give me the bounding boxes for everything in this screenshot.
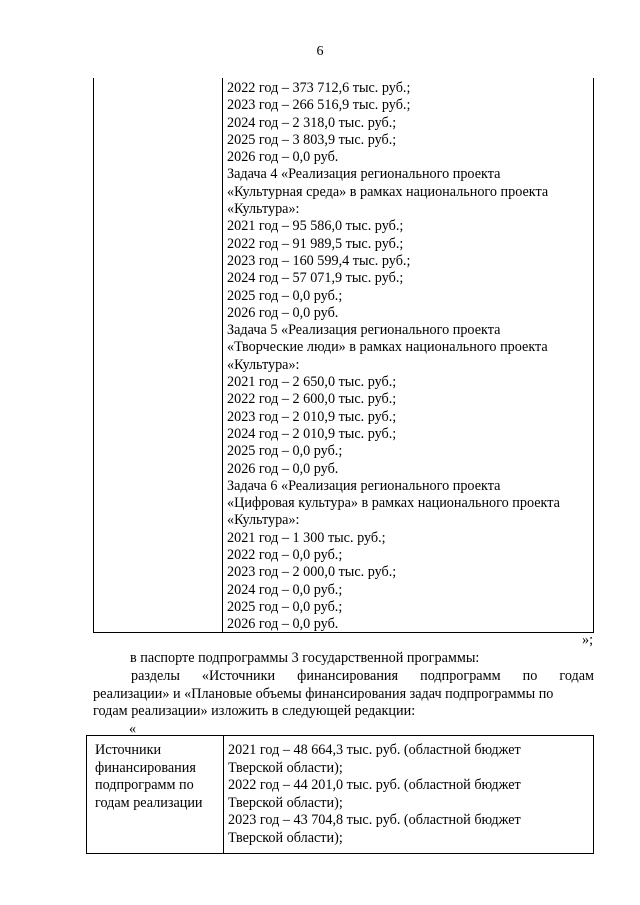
text-line: «Культурная среда» в рамках национального проекта [227, 183, 549, 200]
text-line: 2024 год – 2 318,0 тыс. руб.; [227, 114, 397, 131]
financing-table-continued [93, 78, 594, 633]
subprogram-financing-table [86, 735, 594, 854]
text-line: Задача 5 «Реализация регионального проекта [227, 322, 501, 339]
financing-sources-label-cell [95, 742, 221, 812]
paragraph-line-1: разделы «Источники финансирования подпрограмм по годам [131, 668, 594, 684]
text-line: 2025 год – 0,0 руб.; [227, 443, 343, 460]
text-line: «Культура»: [227, 201, 300, 218]
text-line: Тверской области); [228, 759, 343, 776]
text-line: «Культура»: [227, 512, 300, 529]
paragraph-line-3: годам реализации» изложить в следующей редакции: [93, 703, 416, 719]
text-line: 2022 год – 0,0 руб.; [227, 547, 343, 564]
text-line: Тверской области); [228, 794, 343, 811]
text-line: 2026 год – 0,0 руб. [227, 460, 339, 477]
text-line: 2024 год – 0,0 руб.; [227, 581, 343, 598]
text-line: финансирования [95, 759, 196, 776]
text-line: «Творческие люди» в рамках национального проекта [227, 339, 548, 356]
text-line: 2023 год – 160 599,4 тыс. руб.; [227, 252, 411, 269]
text-line: годам реализации [95, 794, 203, 811]
text-line: 2022 год – 44 201,0 тыс. руб. (областной бюджет [228, 777, 521, 794]
text-line: 2026 год – 0,0 руб. [227, 149, 339, 166]
text-line: 2021 год – 95 586,0 тыс. руб.; [227, 218, 404, 235]
closing-quote: »; [582, 632, 594, 648]
text-line: 2023 год – 2 000,0 тыс. руб.; [227, 564, 397, 581]
paragraph-passport-subprogram: в паспорте подпрограммы 3 государственной программы: [130, 650, 480, 666]
opening-quote: « [129, 721, 137, 737]
paragraph-line-2: реализации» и «Плановые объемы финансирования задач подпрограммы по [93, 686, 554, 702]
text-line: 2023 год – 2 010,9 тыс. руб.; [227, 408, 397, 425]
text-line: 2023 год – 43 704,8 тыс. руб. (областной бюджет [228, 812, 521, 829]
text-line: 2021 год – 48 664,3 тыс. руб. (областной бюджет [228, 742, 521, 758]
text-line: Задача 4 «Реализация регионального проекта [227, 166, 501, 183]
text-line: 2025 год – 3 803,9 тыс. руб.; [227, 131, 397, 148]
page-number: 6 [316, 44, 324, 59]
text-line: 2022 год – 91 989,5 тыс. руб.; [227, 235, 404, 252]
text-line: 2022 год – 373 712,6 тыс. руб.; [227, 80, 411, 96]
text-line: 2021 год – 1 300 тыс. руб.; [227, 529, 386, 546]
text-line: 2026 год – 0,0 руб. [227, 304, 339, 321]
financing-by-year-cell [228, 742, 589, 848]
text-line: 2026 год – 0,0 руб. [227, 616, 339, 633]
text-line: Задача 6 «Реализация регионального проекта [227, 477, 501, 494]
text-line: 2021 год – 2 650,0 тыс. руб.; [227, 374, 397, 391]
text-line: 2025 год – 0,0 руб.; [227, 598, 343, 615]
text-line: подпрограмм по [95, 777, 194, 794]
text-line: Источники [95, 742, 162, 758]
text-line: «Цифровая культура» в рамках национального проекта [227, 495, 560, 512]
text-line: Тверской области); [228, 829, 343, 846]
funding-by-year-cell [227, 80, 589, 634]
column-divider [223, 736, 224, 853]
column-divider [222, 78, 223, 632]
text-line: «Культура»: [227, 356, 300, 373]
text-line: 2023 год – 266 516,9 тыс. руб.; [227, 97, 411, 114]
text-line: 2024 год – 2 010,9 тыс. руб.; [227, 425, 397, 442]
text-line: 2024 год – 57 071,9 тыс. руб.; [227, 270, 404, 287]
text-line: 2025 год – 0,0 руб.; [227, 287, 343, 304]
text-line: 2022 год – 2 600,0 тыс. руб.; [227, 391, 397, 408]
